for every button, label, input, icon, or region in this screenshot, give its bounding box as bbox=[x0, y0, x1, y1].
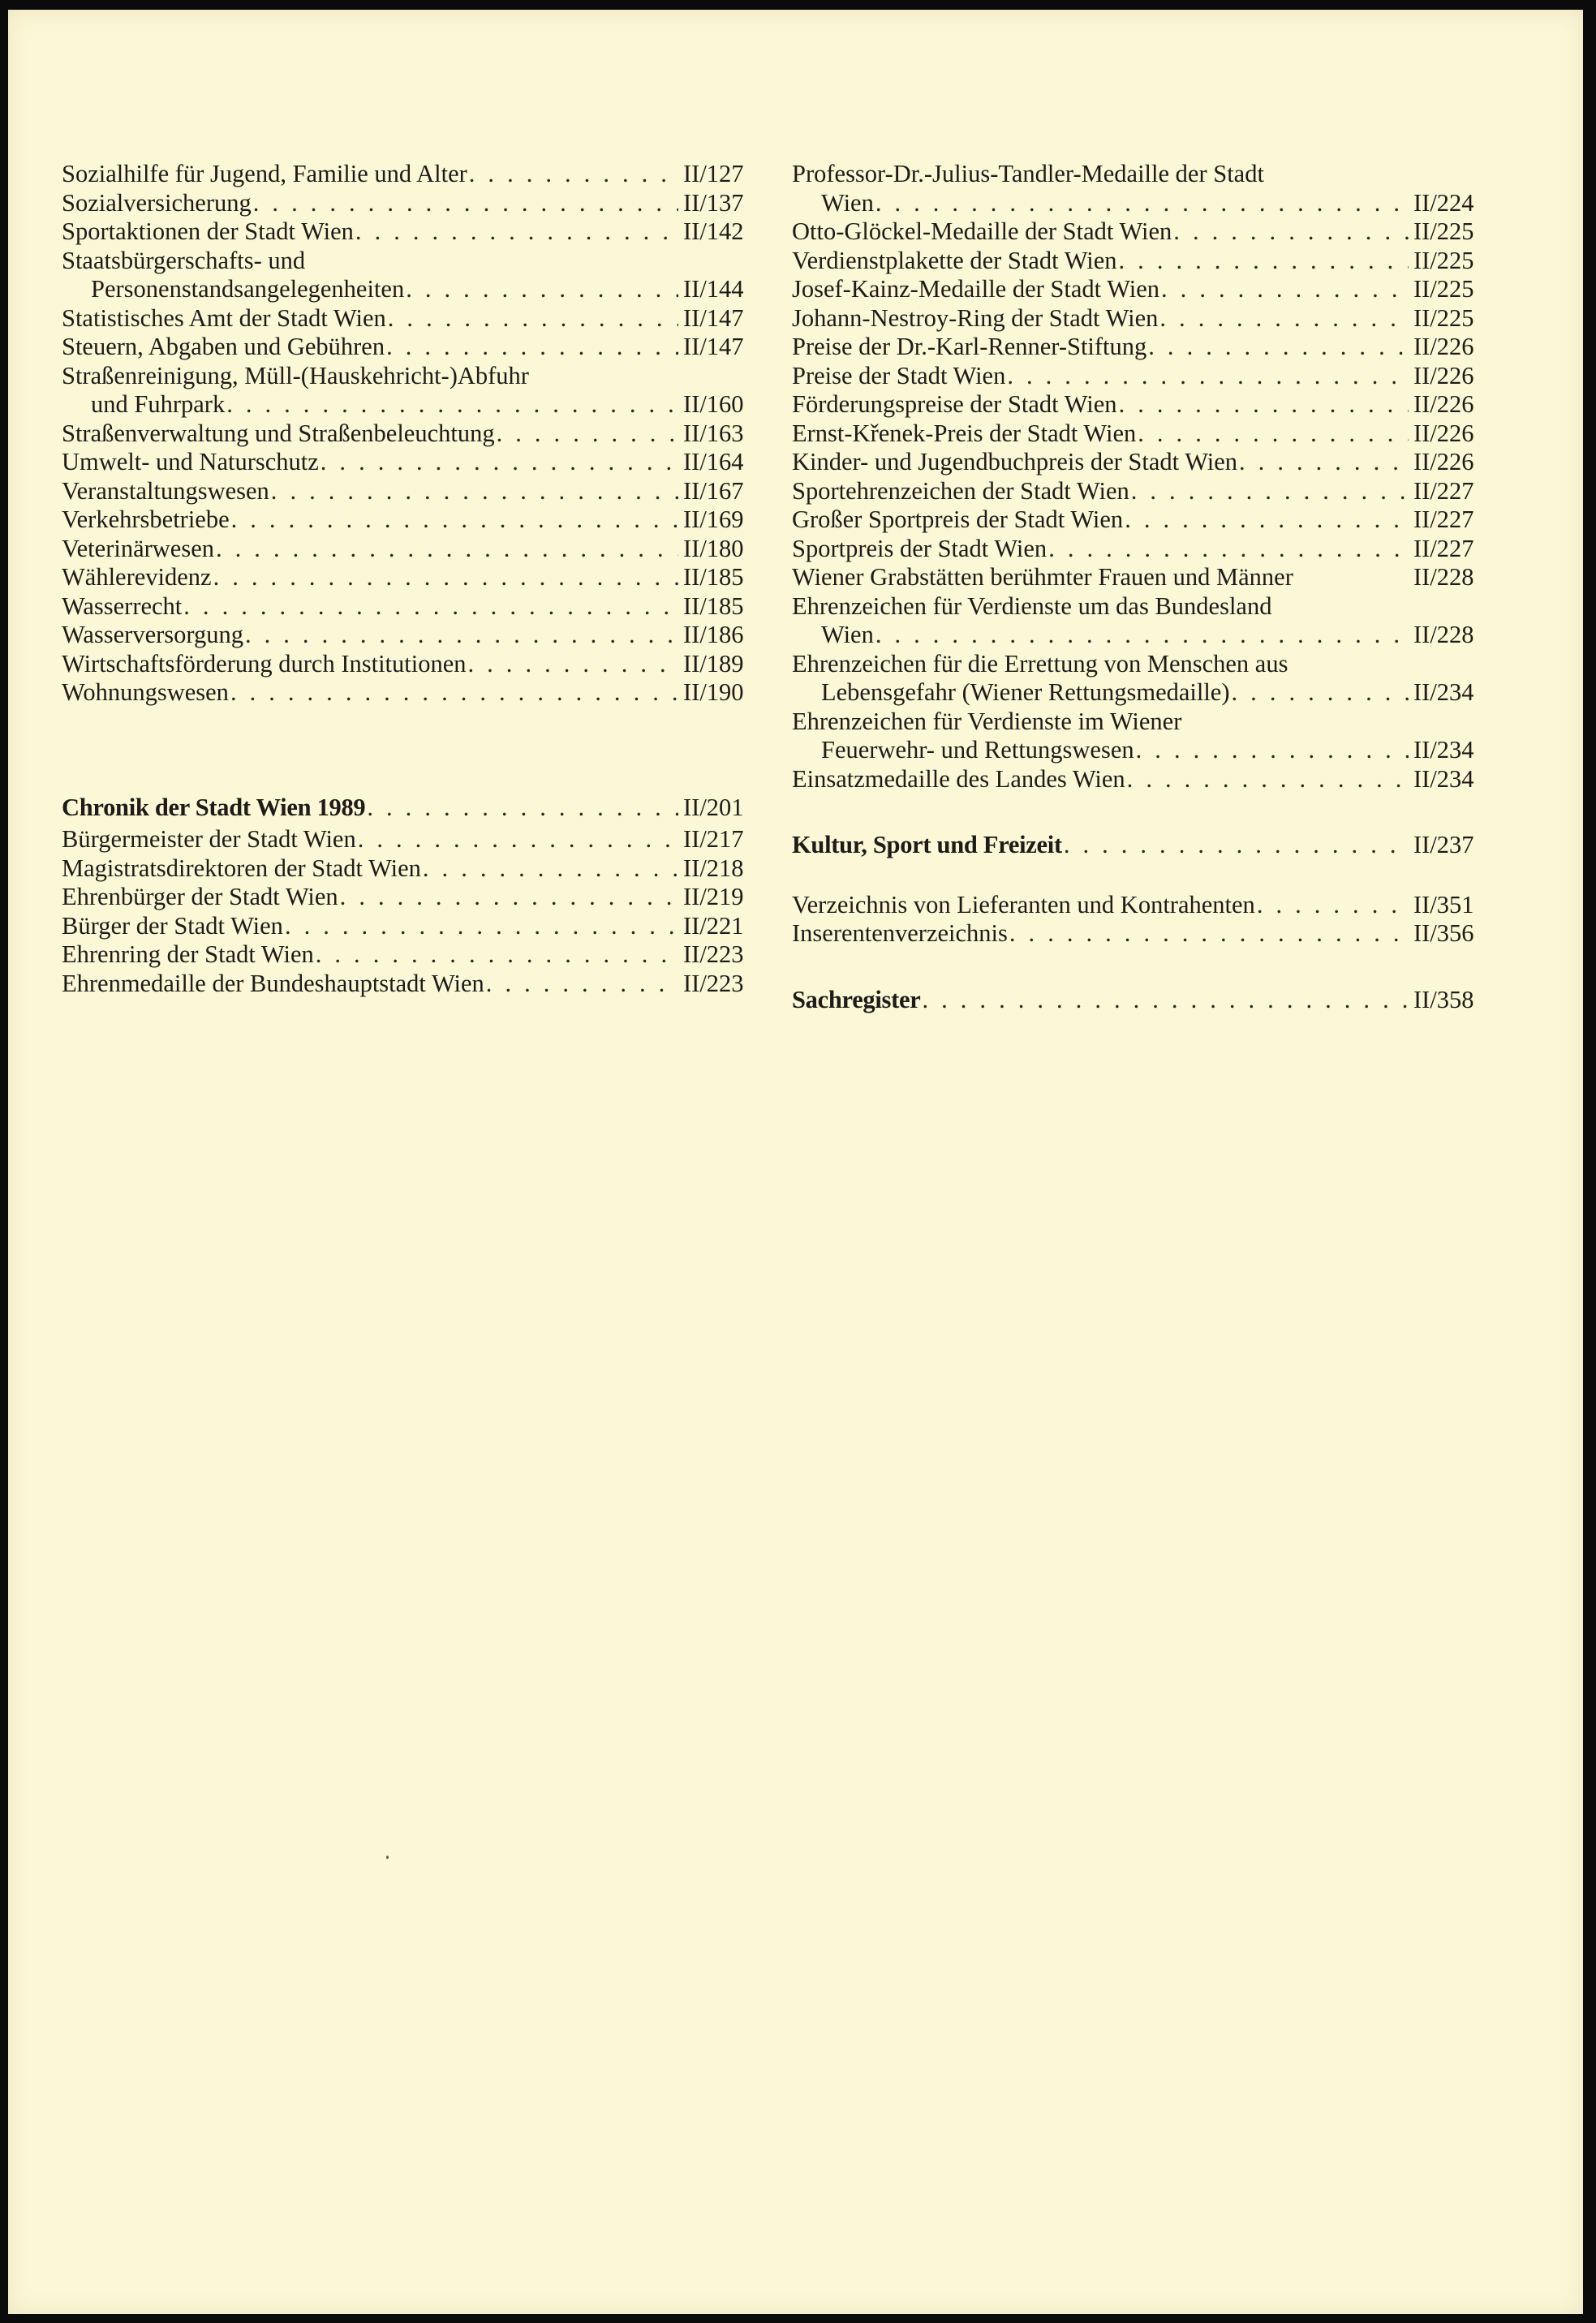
toc-entry bbox=[792, 419, 1483, 449]
dot-leader bbox=[1127, 765, 1409, 794]
dot-leader bbox=[1138, 419, 1409, 449]
dot-leader bbox=[285, 912, 678, 941]
toc-section-heading bbox=[792, 986, 1483, 1015]
toc-entry-page: II/225 bbox=[1413, 246, 1474, 274]
toc-entry-page: II/226 bbox=[1413, 419, 1474, 447]
dot-leader bbox=[1136, 736, 1409, 765]
dot-leader bbox=[253, 189, 678, 218]
toc-entry-page: II/137 bbox=[683, 188, 744, 217]
dot-leader bbox=[245, 621, 678, 650]
toc-entry-title: Josef-Kainz-Medaille der Stadt Wien bbox=[792, 275, 1160, 303]
toc-section-title: Chronik der Stadt Wien 1989 bbox=[62, 793, 366, 821]
toc-entry-title: Ehrenmedaille der Bundeshauptstadt Wien bbox=[62, 969, 484, 997]
toc-entry-title: Umwelt- und Naturschutz bbox=[62, 448, 319, 475]
dot-leader bbox=[340, 883, 678, 912]
toc-entry-title: Statistisches Amt der Stadt Wien bbox=[62, 303, 386, 332]
dot-leader bbox=[1009, 919, 1409, 949]
toc-entry-page: II/227 bbox=[1413, 534, 1474, 562]
toc-entry bbox=[792, 505, 1483, 535]
toc-entry bbox=[62, 621, 753, 650]
toc-entry bbox=[792, 621, 1483, 650]
toc-entry-title: Verkehrsbetriebe bbox=[62, 505, 230, 533]
toc-entry bbox=[62, 970, 753, 999]
toc-entry bbox=[792, 217, 1483, 247]
toc-entry-title: Straßenverwaltung und Straßenbeleuchtung bbox=[62, 419, 495, 447]
toc-entry bbox=[792, 333, 1483, 362]
dot-leader bbox=[1131, 477, 1409, 506]
toc-entry bbox=[62, 563, 753, 592]
dot-leader bbox=[1119, 247, 1409, 276]
toc-entry bbox=[792, 448, 1483, 477]
toc-entry-page: II/217 bbox=[683, 825, 744, 853]
toc-entry bbox=[62, 333, 753, 362]
toc-entry-title: Bürger der Stadt Wien bbox=[62, 911, 283, 940]
toc-entry-page: II/219 bbox=[683, 883, 744, 910]
toc-entry-page: II/226 bbox=[1413, 448, 1474, 475]
dot-leader bbox=[316, 940, 678, 970]
dot-leader bbox=[358, 825, 678, 854]
toc-entry-page: II/167 bbox=[683, 476, 744, 505]
toc-entry bbox=[792, 891, 1483, 920]
toc-entry-page: II/189 bbox=[683, 649, 744, 678]
dot-leader bbox=[231, 505, 678, 535]
dot-leader bbox=[226, 390, 678, 419]
toc-entry bbox=[792, 304, 1483, 333]
toc-entry bbox=[62, 477, 753, 506]
toc-entry-title: Bürgermeister der Stadt Wien bbox=[62, 825, 356, 853]
toc-entry-page: II/224 bbox=[1413, 188, 1474, 217]
toc-entry bbox=[792, 390, 1483, 419]
toc-entry-title: Preise der Dr.-Karl-Renner-Stiftung bbox=[792, 333, 1147, 360]
toc-entry-title: Verzeichnis von Lieferanten und Kontrahenten bbox=[792, 890, 1255, 918]
toc-entry-page: II/358 bbox=[1413, 985, 1474, 1013]
toc-entry-title: Sportehrenzeichen der Stadt Wien bbox=[792, 476, 1129, 505]
toc-entry-title: Wiener Grabstätten berühmter Frauen und Männer bbox=[792, 563, 1293, 591]
toc-entry-title: Personenstandsangelegenheiten bbox=[91, 275, 405, 303]
toc-entry-title: Wählerevidenz bbox=[62, 563, 212, 591]
toc-entry-title-line1: Professor-Dr.-Julius-Tandler-Medaille der Stadt bbox=[792, 160, 1264, 187]
toc-entry-page: II/234 bbox=[1413, 736, 1474, 764]
toc-section-title: Sachregister bbox=[792, 985, 921, 1013]
toc-entry bbox=[792, 678, 1483, 708]
toc-section-heading bbox=[792, 831, 1483, 860]
dot-leader bbox=[271, 477, 678, 506]
toc-entry-page: II/227 bbox=[1413, 505, 1474, 533]
toc-entry bbox=[62, 448, 753, 477]
toc-entry-title: Otto-Glöckel-Medaille der Stadt Wien bbox=[792, 217, 1172, 245]
toc-section-heading bbox=[62, 794, 753, 823]
toc-entry-page: II/201 bbox=[683, 793, 744, 821]
toc-entry-title: Feuerwehr- und Rettungswesen bbox=[821, 736, 1134, 764]
dot-leader bbox=[320, 448, 678, 477]
toc-entry bbox=[792, 477, 1483, 506]
toc-entry-title: Verdienstplakette der Stadt Wien bbox=[792, 246, 1117, 274]
toc-entry bbox=[792, 362, 1483, 391]
dot-leader bbox=[1064, 831, 1409, 860]
dot-leader bbox=[1007, 362, 1409, 391]
toc-entry bbox=[792, 563, 1483, 592]
toc-entry-page: II/234 bbox=[1413, 764, 1474, 793]
toc-entry bbox=[62, 505, 753, 535]
toc-entry-title: Sozialversicherung bbox=[62, 188, 252, 217]
dot-leader bbox=[367, 794, 678, 823]
toc-entry-page: II/185 bbox=[683, 563, 744, 591]
dot-leader bbox=[388, 304, 678, 333]
toc-entry-title: Kinder- und Jugendbuchpreis der Stadt Wien bbox=[792, 448, 1238, 475]
toc-entry-page: II/142 bbox=[683, 217, 744, 245]
toc-entry bbox=[62, 390, 753, 419]
dot-leader bbox=[1148, 333, 1409, 362]
toc-entry-title: Johann-Nestroy-Ring der Stadt Wien bbox=[792, 303, 1159, 332]
toc-entry-title: Sportaktionen der Stadt Wien bbox=[62, 217, 354, 245]
toc-entry-title: Wirtschaftsförderung durch Institutionen bbox=[62, 649, 467, 678]
toc-entry-title: Wasserversorgung bbox=[62, 621, 243, 648]
dot-leader bbox=[1257, 891, 1409, 920]
toc-entry-title: Förderungspreise der Stadt Wien bbox=[792, 390, 1117, 418]
paper-speck bbox=[386, 1856, 389, 1859]
toc-entry bbox=[62, 678, 753, 708]
toc-entry-page: II/228 bbox=[1413, 621, 1474, 648]
toc-entry-title: Ernst-Křenek-Preis der Stadt Wien bbox=[792, 419, 1137, 447]
toc-entry-page: II/147 bbox=[683, 333, 744, 360]
toc-entry bbox=[62, 940, 753, 970]
toc-entry bbox=[62, 825, 753, 854]
toc-entry-title: Inserentenverzeichnis bbox=[792, 919, 1008, 947]
toc-entry-title: Ehrenring der Stadt Wien bbox=[62, 940, 314, 968]
toc-entry-title: und Fuhrpark bbox=[91, 390, 226, 418]
toc-entry-page: II/163 bbox=[683, 419, 744, 447]
toc-entry-title: Lebensgefahr (Wiener Rettungsmedaille) bbox=[821, 678, 1230, 706]
toc-entry-page: II/160 bbox=[683, 390, 744, 418]
toc-entry bbox=[792, 275, 1483, 304]
toc-right-column bbox=[792, 160, 1483, 1014]
dot-leader bbox=[1119, 390, 1409, 419]
dot-leader bbox=[355, 217, 678, 247]
dot-leader bbox=[469, 160, 678, 189]
dot-leader bbox=[216, 535, 678, 564]
toc-entry-page: II/223 bbox=[683, 969, 744, 997]
toc-entry-page: II/225 bbox=[1413, 217, 1474, 245]
toc-entry bbox=[62, 189, 753, 218]
dot-leader bbox=[1048, 535, 1409, 564]
toc-entry-page: II/223 bbox=[683, 940, 744, 968]
dot-leader bbox=[468, 650, 679, 679]
dot-leader bbox=[386, 333, 678, 362]
toc-entry-page: II/234 bbox=[1413, 678, 1474, 706]
toc-entry bbox=[62, 592, 753, 622]
toc-entry-title: Wasserrecht bbox=[62, 592, 183, 620]
dot-leader bbox=[875, 189, 1409, 218]
toc-entry-page: II/186 bbox=[683, 621, 744, 648]
toc-entry-title: Einsatzmedaille des Landes Wien bbox=[792, 764, 1125, 793]
toc-section-title: Kultur, Sport und Freizeit bbox=[792, 831, 1062, 858]
toc-entry-title: Großer Sportpreis der Stadt Wien bbox=[792, 505, 1124, 533]
toc-entry-page: II/221 bbox=[683, 911, 744, 940]
toc-entry-title: Wien bbox=[821, 188, 874, 217]
toc-entry bbox=[792, 189, 1483, 218]
dot-leader bbox=[423, 854, 678, 884]
toc-entry-title-line1: Ehrenzeichen für Verdienste im Wiener bbox=[792, 707, 1182, 735]
toc-entry bbox=[62, 883, 753, 912]
toc-entry-title-line1: Ehrenzeichen für die Errettung von Menschen aus bbox=[792, 649, 1288, 678]
dot-leader bbox=[486, 970, 678, 999]
toc-entry-title: Ehrenbürger der Stadt Wien bbox=[62, 883, 338, 910]
toc-entry bbox=[792, 247, 1483, 276]
toc-entry bbox=[792, 535, 1483, 564]
toc-entry bbox=[62, 217, 753, 247]
toc-entry-title-line1: Ehrenzeichen für Verdienste um das Bundesland bbox=[792, 592, 1272, 620]
dot-leader bbox=[922, 986, 1409, 1015]
toc-entry bbox=[62, 304, 753, 333]
toc-entry bbox=[62, 419, 753, 449]
toc-entry-title: Preise der Stadt Wien bbox=[792, 361, 1006, 389]
toc-entry-page: II/190 bbox=[683, 678, 744, 706]
toc-entry-title-line1: Staatsbürgerschafts- und bbox=[62, 246, 306, 274]
toc-entry bbox=[62, 854, 753, 884]
toc-entry-title: Sozialhilfe für Jugend, Familie und Alter bbox=[62, 160, 467, 187]
toc-entry bbox=[62, 535, 753, 564]
toc-entry bbox=[62, 160, 753, 189]
toc-entry-title: Sportpreis der Stadt Wien bbox=[792, 534, 1048, 562]
toc-entry-page: II/228 bbox=[1413, 563, 1474, 591]
toc-entry-page: II/169 bbox=[683, 505, 744, 533]
toc-entry-page: II/226 bbox=[1413, 333, 1474, 360]
dot-leader bbox=[213, 563, 678, 592]
toc-entry-title: Wohnungswesen bbox=[62, 678, 229, 706]
toc-entry-page: II/226 bbox=[1413, 390, 1474, 418]
toc-entry-title-line1: Straßenreinigung, Müll-(Hauskehricht-)Abfuhr bbox=[62, 361, 529, 389]
toc-entry-page: II/226 bbox=[1413, 361, 1474, 389]
dot-leader bbox=[1239, 448, 1409, 477]
toc-entry-title: Wien bbox=[821, 621, 874, 648]
dot-leader bbox=[230, 678, 678, 708]
dot-leader bbox=[406, 275, 678, 304]
toc-entry-title: Magistratsdirektoren der Stadt Wien bbox=[62, 854, 421, 882]
toc-entry bbox=[62, 912, 753, 941]
dot-leader bbox=[1161, 275, 1409, 304]
dot-leader bbox=[875, 621, 1409, 650]
dot-leader bbox=[183, 592, 678, 622]
toc-entry-page: II/351 bbox=[1413, 890, 1474, 918]
toc-entry-page: II/180 bbox=[683, 534, 744, 562]
toc-entry-page: II/147 bbox=[683, 303, 744, 332]
toc-entry-title: Veranstaltungswesen bbox=[62, 476, 269, 505]
dot-leader bbox=[1173, 217, 1409, 247]
toc-entry bbox=[792, 765, 1483, 794]
toc-entry-title: Steuern, Abgaben und Gebühren bbox=[62, 333, 385, 360]
toc-entry-page: II/225 bbox=[1413, 303, 1474, 332]
toc-entry-page: II/227 bbox=[1413, 476, 1474, 505]
toc-entry-page: II/237 bbox=[1413, 831, 1474, 858]
toc-left-column bbox=[62, 160, 753, 998]
toc-entry-page: II/164 bbox=[683, 448, 744, 475]
toc-entry bbox=[62, 275, 753, 304]
dot-leader bbox=[1125, 505, 1409, 535]
toc-entry-title: Veterinärwesen bbox=[62, 534, 214, 562]
toc-entry bbox=[792, 736, 1483, 765]
toc-entry bbox=[792, 919, 1483, 949]
toc-entry-page: II/356 bbox=[1413, 919, 1474, 947]
toc-entry-page: II/185 bbox=[683, 592, 744, 620]
toc-entry-page: II/225 bbox=[1413, 275, 1474, 303]
dot-leader bbox=[497, 419, 678, 449]
toc-entry-page: II/127 bbox=[683, 160, 744, 187]
dot-leader bbox=[1232, 678, 1409, 708]
dot-leader bbox=[1159, 304, 1409, 333]
document-page bbox=[8, 10, 1583, 2314]
toc-entry-page: II/218 bbox=[683, 854, 744, 882]
toc-entry-page: II/144 bbox=[683, 275, 744, 303]
toc-entry bbox=[62, 650, 753, 679]
